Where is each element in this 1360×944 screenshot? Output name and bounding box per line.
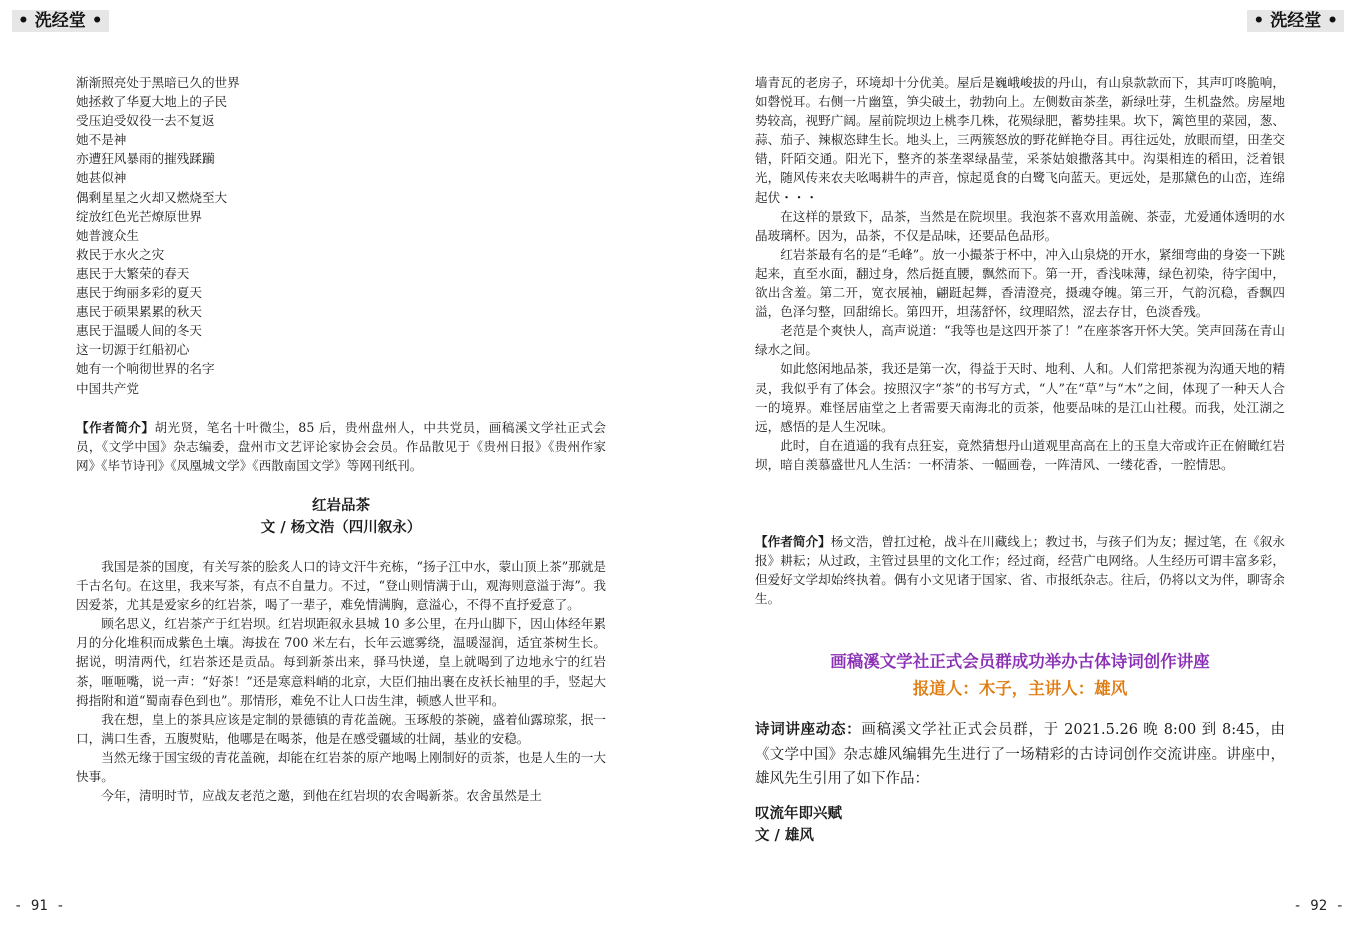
essay-paragraph: 老范是个爽快人，高声说道：“我等也是这四开茶了！”在座茶客开怀大笑。笑声回荡在青山绿水之间。 [755, 323, 1285, 358]
author-bio-tag: 【作者简介】 [755, 534, 831, 549]
essay-paragraph: 今年，清明时节，应战友老范之邀，到他在红岩坝的农舍喝新茶。农舍虽然是土 [101, 788, 542, 804]
poem-line: 救民于水火之灾 [76, 246, 165, 262]
quoted-poem-title: 叹流年即兴赋 [755, 805, 842, 822]
lecture-lead-text: 画稿溪文学社正式会员群，于 2021.5.26 晚 8:00 到 8:45，由《文学中国》杂志雄风编辑先生进行了一场精彩的古诗词创作交流讲座。讲座中，雄风先生引用了如下作品： [755, 722, 1286, 787]
page-number-right: - 92 - [1293, 898, 1344, 914]
poem-line: 这一切源于红船初心 [76, 342, 190, 358]
lecture-title: 画稿溪文学社正式会员群成功举办古体诗词创作讲座 [830, 652, 1210, 671]
poem-line: 她不是神 [76, 132, 127, 148]
essay-paragraph: 此时，自在逍遥的我有点狂妄，竟然猜想丹山道观里高高在上的玉皇大帝或许正在俯瞰红岩坝，暗自羡慕盛世凡人生活：一杯清茶、一幅画卷，一阵清风、一缕花香，一腔情思。 [755, 437, 1285, 472]
author-bio-text: 胡光贤，笔名十叶微尘，85 后，贵州盘州人，中共党员，画稿溪文学社正式会员，《文学中国》杂志编委，盘州市文艺评论家协会会员。作品散见于《贵州日报》《贵州作家网》《毕节诗刊》《凤凰城文学》《西散南国文学》等网刊纸刊。 [76, 420, 607, 474]
essay-paragraph: 我国是茶的国度，有关写茶的脍炙人口的诗文汗牛充栋，“扬子江中水，蒙山顶上茶”那就是千古名句。在这里，我来写茶，有点不自量力。不过，“登山则情满于山，观海则意溢于海”。我因爱茶，尤其是爱家乡的红岩茶，喝了一辈子，难免情满胸，意溢心，不得不直抒爱意了。 [76, 559, 606, 613]
poem-line: 惠民于大繁荣的春天 [76, 265, 190, 281]
essay-title: 红岩品茶 [312, 497, 370, 514]
lecture-lead [755, 718, 1285, 792]
essay-byline: 文 / 杨文浩（四川叙永） [260, 519, 422, 536]
page-header-right: • 洗经堂 • [1247, 10, 1344, 32]
poem-line: 惠民于硕果累累的秋天 [76, 304, 202, 320]
poem-line: 她甚似神 [76, 170, 127, 186]
author-bio-1 [76, 418, 606, 475]
page-header-left: • 洗经堂 • [12, 10, 109, 32]
page-92 [680, 0, 1360, 944]
poem-line: 偶剩星星之火却又燃烧至大 [76, 189, 228, 205]
poem-line: 受压迫受奴役一去不复返 [76, 113, 215, 129]
quoted-poem-byline: 文 / 雄风 [755, 827, 814, 844]
essay-paragraph: 如此悠闲地品茶，我还是第一次，得益于天时、地利、人和。人们常把茶视为沟通天地的精灵，我似乎有了体会。按照汉字“茶”的书写方式，“人”在“草”与“木”之间，体现了一种天人合一的境界。难怪居庙堂之上者需要天南海北的贡茶，他要品味的是江山社稷。而我，处江湖之远，感悟的是人生况味。 [755, 361, 1285, 434]
essay-body-left [76, 557, 606, 805]
essay-paragraph: 我在想，皇上的茶具应该是定制的景德镇的青花盖碗。玉琢般的茶碗，盛着仙露琼浆，抿一口，满口生香，五腹熨贴，他哪是在喝茶，他是在感受疆域的壮阔，基业的安稳。 [76, 711, 606, 746]
poem-line: 她有一个响彻世界的名字 [76, 361, 215, 377]
poem-line: 惠民于绚丽多彩的夏天 [76, 285, 202, 301]
essay-paragraph: 顾名思义，红岩茶产于红岩坝。红岩坝距叙永县城 10 多公里，在丹山脚下，因山体经年累月的分化堆积而成紫色土壤。海拔在 700 米左右，长年云遮雾绕，温暖湿润，适宜茶树生长。据说，明清两代，红岩茶还是贡品。每到新茶出来，驿马快递，皇上就喝到了边地永宁的红岩茶，咂咂嘴，说一声：“好茶！”还是寒意料峭的北京，大臣们抽出裹在皮袄长袖里的手，竖起大拇指附和道“蜀南春色到也”。那情形，难免不让人口齿生津，顿感人世平和。 [76, 616, 606, 708]
poem-ending [76, 73, 476, 398]
lecture-reporter: 报道人：木子，主讲人：雄风 [912, 679, 1128, 698]
essay-paragraph: 红岩茶最有名的是“毛峰”。放一小撮茶于杯中，冲入山泉烧的开水，紧细弯曲的身姿一下跳起来，直至水面，翻过身，然后挺直腰，飘然而下。第一开，香浅味薄，绿色初染，待字闺中，欲出含羞。第二开，宽衣展袖，翩跹起舞，香清澄亮，摄魂夺魄。第三开，气韵沉稳，香飘四溢，色泽匀整，回甜绵长。第四开，坦荡舒怀，纹理昭然，涩去存甘，色淡香残。 [755, 246, 1285, 320]
poem-line: 惠民于温暖人间的冬天 [76, 323, 202, 339]
poem-line: 中国共产党 [76, 380, 139, 396]
poem-line: 绽放红色光芒燎原世界 [76, 208, 202, 224]
page-number-left: - 91 - [14, 898, 65, 914]
author-bio-2 [755, 532, 1285, 608]
poem-line: 亦遭狂风暴雨的摧残蹂躏 [76, 151, 215, 167]
lecture-lead-label: 诗词讲座动态： [755, 721, 862, 738]
poem-line: 渐渐照亮处于黑暗已久的世界 [76, 75, 240, 90]
essay-body-right [755, 73, 1285, 474]
poem-line: 她拯救了华夏大地上的子民 [76, 94, 228, 110]
essay-paragraph: 当然无缘于国宝级的青花盖碗，却能在红岩茶的原产地喝上刚制好的贡茶，也是人生的一大快事。 [76, 749, 606, 785]
essay-paragraph: 墙青瓦的老房子，环境却十分优美。屋后是巍峨峻拔的丹山，有山泉款款而下，其声叮咚脆响，如磬悦耳。右侧一片幽篁，笋尖破土，勃勃向上。左侧数亩茶垄，新绿吐芽，生机盎然。房屋地势较高，视野广阔。屋前院坝边上桃李几株，花殒绿肥，蓄势挂果。坎下，篱笆里的菜园，葱、蒜、茄子、辣椒恣肆生长。地头上，三两簇怒放的野花鲜艳夺目。再往远处，放眼而望，田垄交错，阡陌交通。阳光下，整齐的茶垄翠绿晶莹，采茶姑娘撒落其中。沟渠相连的稻田，泛着银光，随风传来农夫吆喝耕牛的声音，惊起觅食的白鹭飞向蓝天。更远处，是那黛色的山峦，连绵起伏・・・ [755, 75, 1285, 205]
essay-paragraph: 在这样的景致下，品茶，当然是在院坝里。我泡茶不喜欢用盖碗、茶壶，尤爱通体透明的水晶玻璃杯。因为，品茶，不仅是品味，还要品色品形。 [755, 208, 1285, 243]
author-bio-tag: 【作者简介】 [76, 420, 155, 435]
author-bio-text: 杨文浩，曾扛过枪，战斗在川藏线上；教过书，与孩子们为友；握过笔，在《叙永报》耕耘；从过政，主管过县里的文化工作；经过商，经营广电网络。人生经历可谓丰富多彩，但爱好文学却始终执着。偶有小文见诸于国家、省、市报纸杂志。往后，仍将以文为伴，聊寄余生。 [755, 534, 1286, 607]
poem-line: 她普渡众生 [76, 227, 139, 243]
